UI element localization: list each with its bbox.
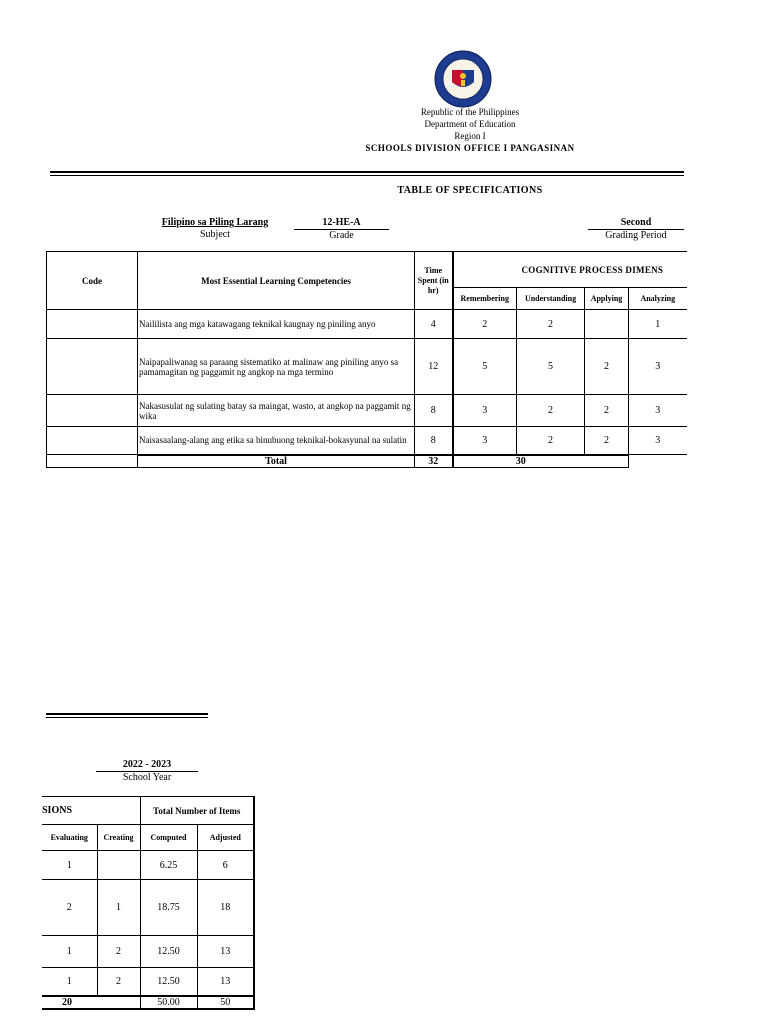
analyzing-cell: 1 (629, 310, 687, 339)
time-cell: 12 (415, 339, 453, 395)
evaluating-cell: 1 (42, 968, 97, 996)
computed-cell: 12.50 (140, 968, 197, 996)
table-row (42, 968, 254, 996)
total-analyzing-cell (629, 455, 687, 468)
total-adjusted: 50 (197, 996, 254, 1009)
subject-field (150, 217, 280, 240)
evaluating-cell: 2 (42, 880, 97, 936)
code-cell (47, 427, 138, 455)
header-divider-thin (50, 175, 684, 176)
page-title: TABLE OF SPECIFICATIONS (397, 185, 543, 196)
melc-header: Most Essential Learning Competencies (138, 252, 415, 310)
analyzing-cell: 3 (629, 427, 687, 455)
understanding-cell: 2 (517, 427, 585, 455)
applying-cell: 2 (585, 427, 629, 455)
analyzing-cell: 3 (629, 395, 687, 427)
header-office: SCHOOLS DIVISION OFFICE I PANGASINAN (365, 143, 575, 153)
deped-seal-icon (434, 50, 492, 108)
remembering-cell: 3 (453, 427, 517, 455)
period-value: Second (588, 217, 684, 230)
total-computed: 50.00 (140, 996, 197, 1009)
subject-label: Subject (200, 229, 230, 240)
period-field (588, 217, 684, 241)
total-evaluating: 20 (42, 996, 140, 1009)
competency-cell: Naisasaalang-alang ang etika sa binubuong teknikal-bokasyunal na sulatin (138, 427, 415, 455)
section-divider-thin (46, 717, 208, 718)
adjusted-cell: 6 (197, 851, 254, 880)
time-cell: 8 (415, 395, 453, 427)
subject-value: Filipino sa Piling Larang (161, 217, 269, 228)
total-time: 32 (415, 455, 453, 468)
creating-cell: 2 (97, 936, 140, 968)
evaluating-cell: 1 (42, 851, 97, 880)
computed-cell: 6.25 (140, 851, 197, 880)
table-row (42, 936, 254, 968)
total-items-header: Total Number of Items (140, 797, 254, 825)
computed-cell: 12.50 (140, 936, 197, 968)
understanding-cell: 5 (517, 339, 585, 395)
table-row (47, 339, 687, 395)
table-row (47, 395, 687, 427)
table-row (42, 880, 254, 936)
adjusted-cell: 18 (197, 880, 254, 936)
time-header: Time Spent (in hr) (415, 252, 453, 310)
creating-cell (97, 851, 140, 880)
period-label: Grading Period (605, 230, 667, 241)
analyzing-cell: 3 (629, 339, 687, 395)
evaluating-cell: 1 (42, 936, 97, 968)
time-cell: 4 (415, 310, 453, 339)
remembering-cell: 2 (453, 310, 517, 339)
year-label: School Year (122, 772, 172, 783)
grade-label: Grade (329, 230, 354, 241)
creating-cell: 1 (97, 880, 140, 936)
adjusted-header: Adjusted (197, 825, 254, 851)
creating-header: Creating (97, 825, 140, 851)
adjusted-cell: 13 (197, 968, 254, 996)
grade-value: 12-HE-A (294, 217, 389, 230)
total-label: Total (138, 455, 415, 468)
computed-cell: 18.75 (140, 880, 197, 936)
remembering-header: Remembering (453, 288, 517, 310)
total-items: 30 (453, 455, 629, 468)
cognitive-header-tail: SIONS (42, 797, 140, 825)
understanding-header: Understanding (517, 288, 585, 310)
adjusted-cell: 13 (197, 936, 254, 968)
applying-cell: 2 (585, 339, 629, 395)
year-value: 2022 - 2023 (96, 759, 198, 772)
table-row (42, 851, 254, 880)
applying-cell: 2 (585, 395, 629, 427)
table-row (47, 427, 687, 455)
header-country: Republic of the Philippines (420, 107, 520, 117)
competency-cell: Naililista ang mga katawagang teknikal kaugnay ng piniling anyo (138, 310, 415, 339)
cognitive-header: COGNITIVE PROCESS DIMENS (453, 252, 687, 288)
header-region: Region I (454, 131, 486, 141)
total-code-cell (47, 455, 138, 468)
applying-header: Applying (585, 288, 629, 310)
year-field (96, 759, 198, 783)
remembering-cell: 3 (453, 395, 517, 427)
time-cell: 8 (415, 427, 453, 455)
section-divider (46, 713, 208, 715)
table-row (47, 310, 687, 339)
computed-header: Computed (140, 825, 197, 851)
total-row (47, 455, 687, 468)
specifications-table (46, 251, 687, 468)
understanding-cell: 2 (517, 310, 585, 339)
creating-cell: 2 (97, 968, 140, 996)
header-divider (50, 171, 684, 173)
applying-cell (585, 310, 629, 339)
code-cell (47, 395, 138, 427)
grade-field (294, 217, 389, 241)
code-cell (47, 339, 138, 395)
code-header: Code (47, 252, 138, 310)
understanding-cell: 2 (517, 395, 585, 427)
total-row (42, 996, 254, 1009)
competency-cell: Nakasusulat ng sulating batay sa maingat, wasto, at angkop na paggamit ng wika (138, 395, 415, 427)
evaluating-header: Evaluating (42, 825, 97, 851)
remembering-cell: 5 (453, 339, 517, 395)
specifications-table-continued (42, 796, 255, 1010)
code-cell (47, 310, 138, 339)
competency-cell: Naipapaliwanag sa paraang sistematiko at malinaw ang piniling anyo sa pamamagitan ng paggamit ng angkop na mga termino (138, 339, 415, 395)
header-department: Department of Education (424, 119, 516, 129)
analyzing-header: Analyzing (629, 288, 687, 310)
